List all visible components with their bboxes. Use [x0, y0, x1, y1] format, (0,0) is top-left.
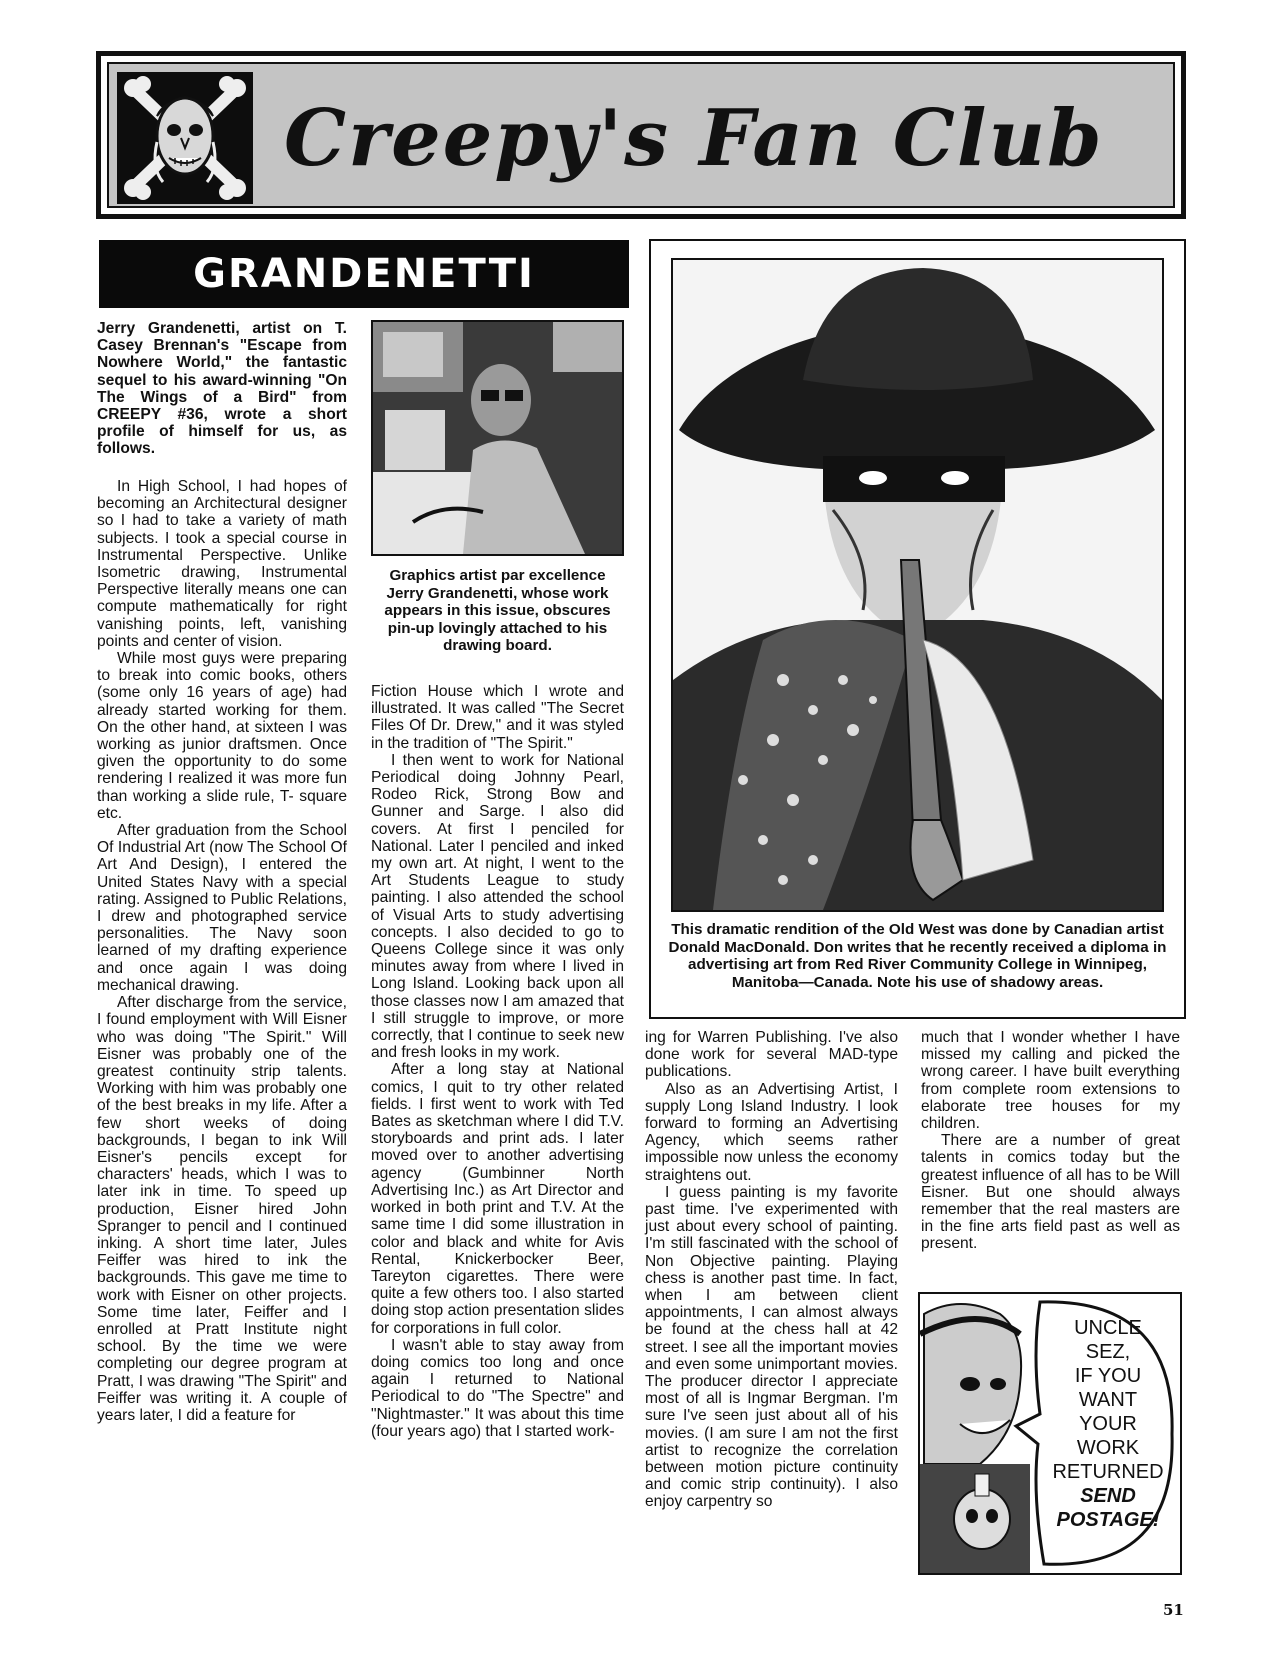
gunslinger-illustration: [673, 260, 1162, 910]
speech-balloon-text: [1044, 1316, 1172, 1532]
paragraph: I wasn't able to stay away from doing comics too long and once again I returned to National Periodical to do "The Spectre" and "Nightmaster." It was about this time (four years ago) that I started work-: [371, 1336, 624, 1440]
paragraph: I guess painting is my favorite past time. I've experimented with just about every school of painting. I'm still fascinated with the school of Non Objective painting. Playing chess is another past time. In fact, when I am between client appointments, I can almost always be found at the chess hall at 42 street. I see all the important movies and even some unimportant movies. The producer director I appreciate most of all is Ingmar Bergman. I'm sure I've seen just about all of his movies. (I am sure I am not the first artist to recognize the correlation between motion picture continuity and comic strip continuity). I also enjoy carpentry so: [645, 1183, 898, 1511]
banner-panel: [107, 62, 1175, 208]
skull-crossbones-icon: [117, 72, 253, 204]
uncle-creepy-cartoon: [918, 1292, 1182, 1575]
balloon-line: YOUR: [1079, 1413, 1137, 1435]
paragraph: much that I wonder whether I have missed my calling and picked the wrong career. I have built everything from complete room extensions to elaborate tree houses for my children.: [921, 1029, 1180, 1133]
paragraph: Also as an Advertising Artist, I supply Long Island Industry. I look forward to forming an Advertising Agency, which seems rather impossible now unless the economy straightens out.: [645, 1080, 898, 1184]
balloon-line: RETURNED: [1052, 1461, 1164, 1483]
fan-art-image: [671, 258, 1164, 912]
paragraph: ing for Warren Publishing. I've also done work for several MAD-type publications.: [645, 1029, 898, 1081]
header-banner: [96, 51, 1186, 219]
article-column-2: [371, 683, 624, 1440]
paragraph: Fiction House which I wrote and illustrated. It was called "The Secret Files Of Dr. Drew," and it was styled in the tradition of "The Spirit.": [371, 683, 624, 752]
balloon-line: UNCLE: [1074, 1317, 1142, 1339]
paragraph: After a long stay at National comics, I quit to try other related fields. I first went to work with Ted Bates as sketchman where I did T.V. storyboards and print ads. I later moved over to another advertising agency (Gumbinner North Advertising Inc.) as Art Director and worked in both print and T.V. At the same time I did some illustration in color and black and white for Avis Rental, Knickerbocker Beer, Tareyton cigarettes. There were quite a few others too. I also started doing stop action presentation slides for corporations in full color.: [371, 1061, 624, 1337]
artist-photo: [371, 320, 624, 556]
balloon-emphasis: SEND: [1080, 1485, 1136, 1507]
banner-title: Creepy's Fan Club: [284, 93, 1104, 184]
artist-photo-caption: Graphics artist par excellence Jerry Grandenetti, whose work appears in this issue, obscures pin-up lovingly attached to his drawing board.: [384, 567, 611, 654]
intro-paragraph: [97, 320, 347, 458]
paragraph: After discharge from the service, I found employment with Will Eisner who was doing "The Spirit." Will Eisner was probably one of the greatest continuity strip talents. Working with him was probably one of the best breaks in my life. After a few short weeks of doing backgrounds, I began to ink Will Eisner's pencils except for characters' heads, which I was to later ink in time. To speed up production, Eisner hired John Spranger to pencil and I continued inking. A short time later, Jules Feiffer was hired to ink the backgrounds. This gave me time to work with Eisner on other projects. Some time later, Feiffer and I enrolled at Pratt Institute night school. By the time we were completing our degree program at Pratt, I was drawing "The Spirit" and Feiffer was writing it. A couple of years later, I did a feature for: [97, 994, 347, 1424]
article-column-4: [921, 1029, 1180, 1253]
section-heading: GRANDENETTI: [99, 240, 629, 308]
fan-art-caption: This dramatic rendition of the Old West was done by Canadian artist Donald MacDonald. Don writes that he recently received a diploma in advertising art from Red River Community College in Winnipeg, Manitoba—Canada. Note his use of shadowy areas.: [668, 921, 1167, 991]
paragraph: After graduation from the School Of Industrial Art (now The School Of Art And Design), I entered the United States Navy with a special rating. Assigned to Public Relations, I drew and photographed service personalities. The Navy soon learned of my drafting experience and once again I was doing mechanical drawing.: [97, 822, 347, 994]
article-column-1: [97, 478, 347, 1424]
paragraph: In High School, I had hopes of becoming an Architectural designer so I had to take a variety of math subjects. I took a special course in Instrumental Perspective. Unlike Isometric drawing, Instrumental Perspective literally means one can compute mathematically for right vanishing points, left, vanishing points and center of vision.: [97, 478, 347, 650]
paragraph: There are a number of great talents in comics today but the greatest influence of all has to be Will Eisner. But one should always remember that the real masters are in the fine arts field past as well as present.: [921, 1132, 1180, 1253]
skull-crossbones-logo: [117, 72, 253, 204]
page-number: 51: [1163, 1601, 1184, 1619]
paragraph: I then went to work for National Periodical doing Johnny Pearl, Rodeo Rick, Strong Bow and Gunner and Sarge. I also did covers. At first I penciled for National. Later I penciled and inked my own art. At night, I went to the Art Students League to study painting. I also attended the school of Visual Arts to study advertising concepts. I also decided to go to Queens College since it was only minutes away from where I lived in Long Island. Looking back upon all those classes now I am amazed that I still struggle to improve, or more correctly, that I continue to seek new and fresh looks in my work.: [371, 751, 624, 1062]
artist-at-desk-image: [373, 322, 622, 554]
article-column-3: [645, 1029, 898, 1511]
balloon-line: SEZ,: [1085, 1341, 1131, 1363]
balloon-line: WORK: [1076, 1437, 1140, 1459]
balloon-line: IF YOU: [1074, 1365, 1142, 1387]
paragraph: While most guys were preparing to break into comic books, others (some only 16 years of age) had already started working for them. On the other hand, at sixteen I was working as junior draftsmen. Once given the opportunity to do some rendering I realized it was more fun than working a slide rule, T- square etc.: [97, 650, 347, 822]
fan-art-frame: [649, 239, 1186, 1019]
balloon-line: WANT: [1078, 1389, 1138, 1411]
intro-text: Jerry Grandenetti, artist on T. Casey Brennan's "Escape from Nowhere World," the fantastic sequel to his award-winning "On The Wings of a Bird" from CREEPY #36, wrote a short profile of himself for us, as follows.: [97, 320, 347, 458]
balloon-emphasis: POSTAGE!: [1056, 1509, 1160, 1531]
